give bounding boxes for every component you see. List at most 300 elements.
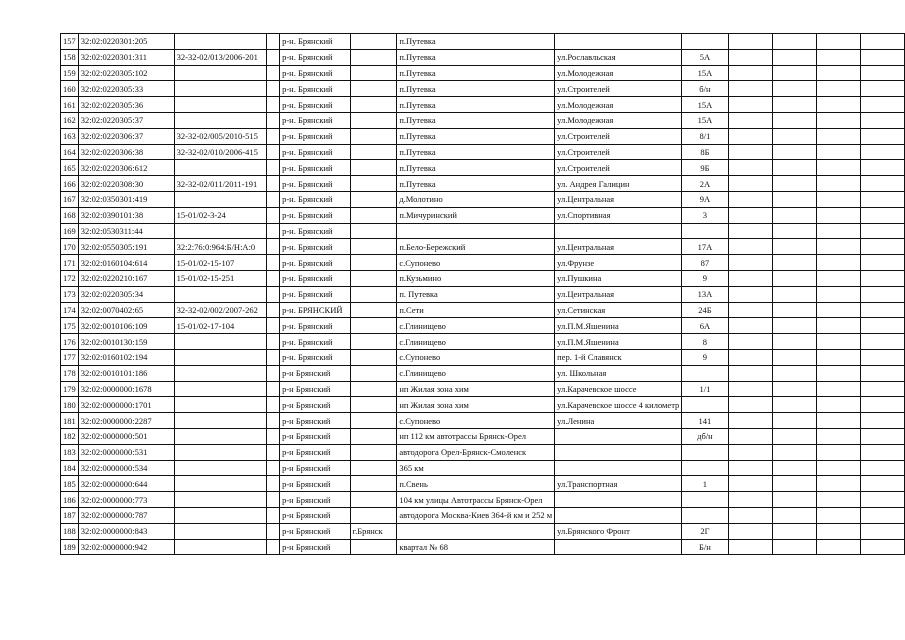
city-cell [350, 302, 397, 318]
city-cell [350, 112, 397, 128]
empty-cell [773, 523, 817, 539]
street-cell [555, 539, 682, 555]
district-cell: р-н Брянский [280, 428, 350, 444]
empty-cell [861, 81, 905, 97]
registration-number-cell [174, 160, 266, 176]
cadastral-number-cell: 32:02:0160102:194 [78, 349, 174, 365]
empty-cell [266, 334, 279, 350]
table-row [61, 492, 905, 508]
row-number-cell: 186 [61, 492, 79, 508]
locality-cell: с.Глинищево [397, 334, 555, 350]
district-cell: р-н. Брянский [280, 223, 350, 239]
cadastral-number-cell: 32:02:0220305:37 [78, 112, 174, 128]
cadastral-number-cell: 32:02:0010130:159 [78, 334, 174, 350]
empty-cell [817, 365, 861, 381]
registration-number-cell [174, 65, 266, 81]
table-row [61, 270, 905, 286]
row-number-cell: 178 [61, 365, 79, 381]
empty-cell [773, 270, 817, 286]
table-row [61, 365, 905, 381]
empty-cell [773, 381, 817, 397]
city-cell [350, 97, 397, 113]
house-number-cell: 24Б [682, 302, 728, 318]
registration-number-cell [174, 34, 266, 50]
empty-cell [861, 413, 905, 429]
registration-number-cell [174, 460, 266, 476]
registration-number-cell [174, 97, 266, 113]
street-cell: пер. 1-й Славянск [555, 349, 682, 365]
empty-cell [266, 49, 279, 65]
district-cell: р-н. БРЯНСКИЙ [280, 302, 350, 318]
table-row [61, 460, 905, 476]
locality-cell: п.Путевка [397, 81, 555, 97]
cadastral-number-cell: 32:02:0530311:44 [78, 223, 174, 239]
registration-number-cell [174, 444, 266, 460]
cadastral-number-cell: 32:02:0000000:534 [78, 460, 174, 476]
empty-cell [773, 302, 817, 318]
empty-cell [817, 97, 861, 113]
empty-cell [266, 428, 279, 444]
empty-cell [817, 286, 861, 302]
locality-cell: с.Супонево [397, 255, 555, 271]
district-cell: р-н. Брянский [280, 81, 350, 97]
house-number-cell: 8 [682, 334, 728, 350]
empty-cell [861, 239, 905, 255]
empty-cell [817, 191, 861, 207]
empty-cell [861, 349, 905, 365]
district-cell: р-н. Брянский [280, 160, 350, 176]
table-row [61, 539, 905, 555]
house-number-cell: 8/1 [682, 128, 728, 144]
district-cell: р-н Брянский [280, 381, 350, 397]
locality-cell: п.Путевка [397, 34, 555, 50]
empty-cell [773, 318, 817, 334]
cadastral-number-cell: 32:02:0220305:34 [78, 286, 174, 302]
house-number-cell: 141 [682, 413, 728, 429]
district-cell: р-н. Брянский [280, 34, 350, 50]
empty-cell [773, 207, 817, 223]
row-number-cell: 176 [61, 334, 79, 350]
row-number-cell: 183 [61, 444, 79, 460]
locality-cell: с.Супонево [397, 349, 555, 365]
row-number-cell: 182 [61, 428, 79, 444]
registration-number-cell: 15-01/02-3-24 [174, 207, 266, 223]
row-number-cell: 189 [61, 539, 79, 555]
street-cell: ул.Центральная [555, 286, 682, 302]
registration-number-cell: 15-01/02-15-251 [174, 270, 266, 286]
cadastral-number-cell: 32:02:0350301:419 [78, 191, 174, 207]
street-cell: ул.Ленина [555, 413, 682, 429]
empty-cell [266, 239, 279, 255]
house-number-cell [682, 365, 728, 381]
empty-cell [266, 397, 279, 413]
empty-cell [266, 349, 279, 365]
registration-number-cell [174, 112, 266, 128]
cadastral-number-cell: 32:02:0220305:102 [78, 65, 174, 81]
table-row [61, 207, 905, 223]
empty-cell [817, 302, 861, 318]
city-cell: г.Брянск [350, 523, 397, 539]
table-row [61, 476, 905, 492]
district-cell: р-н Брянский [280, 523, 350, 539]
empty-cell [773, 349, 817, 365]
table-row [61, 397, 905, 413]
city-cell [350, 176, 397, 192]
empty-cell [266, 255, 279, 271]
empty-cell [266, 223, 279, 239]
house-number-cell: 9 [682, 270, 728, 286]
table-row [61, 413, 905, 429]
empty-cell [861, 207, 905, 223]
empty-cell [266, 144, 279, 160]
district-cell: р-н Брянский [280, 460, 350, 476]
table-row [61, 286, 905, 302]
empty-cell [773, 444, 817, 460]
city-cell [350, 270, 397, 286]
cadastral-number-cell: 32:02:0000000:644 [78, 476, 174, 492]
cadastral-number-cell: 32:02:0220301:205 [78, 34, 174, 50]
table-row [61, 128, 905, 144]
street-cell: ул.П.М.Яшенина [555, 318, 682, 334]
house-number-cell: б/н [682, 81, 728, 97]
cadastral-number-cell: 32:02:0220305:36 [78, 97, 174, 113]
cadastral-number-cell: 32:02:0220308:30 [78, 176, 174, 192]
city-cell [350, 334, 397, 350]
table-row [61, 318, 905, 334]
table-row [61, 444, 905, 460]
cadastral-number-cell: 32:02:0010101:186 [78, 365, 174, 381]
empty-cell [817, 223, 861, 239]
locality-cell: д.Молотино [397, 191, 555, 207]
locality-cell: п.Бело-Бережский [397, 239, 555, 255]
empty-cell [728, 81, 773, 97]
empty-cell [728, 507, 773, 523]
empty-cell [773, 539, 817, 555]
cadastral-number-cell: 32:02:0550305:191 [78, 239, 174, 255]
empty-cell [817, 460, 861, 476]
city-cell [350, 286, 397, 302]
district-cell: р-н. Брянский [280, 128, 350, 144]
empty-cell [728, 460, 773, 476]
city-cell [350, 444, 397, 460]
empty-cell [861, 128, 905, 144]
empty-cell [728, 428, 773, 444]
empty-cell [817, 318, 861, 334]
table-row [61, 81, 905, 97]
city-cell [350, 207, 397, 223]
registration-number-cell [174, 286, 266, 302]
empty-cell [817, 476, 861, 492]
locality-cell: п.Путевка [397, 176, 555, 192]
row-number-cell: 172 [61, 270, 79, 286]
empty-cell [773, 81, 817, 97]
empty-cell [861, 160, 905, 176]
street-cell: ул.Фрунзе [555, 255, 682, 271]
empty-cell [861, 49, 905, 65]
locality-cell: п.Путевка [397, 144, 555, 160]
district-cell: р-н Брянский [280, 492, 350, 508]
locality-cell: нп 112 км автотрассы Брянск-Орел [397, 428, 555, 444]
locality-cell: нп Жилая зона хим [397, 397, 555, 413]
empty-cell [266, 539, 279, 555]
empty-cell [728, 239, 773, 255]
registration-number-cell [174, 223, 266, 239]
locality-cell: с.Супонево [397, 413, 555, 429]
row-number-cell: 162 [61, 112, 79, 128]
row-number-cell: 181 [61, 413, 79, 429]
city-cell [350, 539, 397, 555]
row-number-cell: 167 [61, 191, 79, 207]
empty-cell [773, 460, 817, 476]
empty-cell [728, 34, 773, 50]
locality-cell: нп Жилая зона хим [397, 381, 555, 397]
house-number-cell: 13А [682, 286, 728, 302]
street-cell: ул. Андрея Галицин [555, 176, 682, 192]
house-number-cell: 1 [682, 476, 728, 492]
row-number-cell: 158 [61, 49, 79, 65]
cadastral-number-cell: 32:02:0000000:942 [78, 539, 174, 555]
street-cell [555, 34, 682, 50]
empty-cell [817, 207, 861, 223]
empty-cell [728, 255, 773, 271]
empty-cell [773, 176, 817, 192]
empty-cell [817, 381, 861, 397]
cadastral-number-cell: 32:02:0010106:109 [78, 318, 174, 334]
table-row [61, 507, 905, 523]
street-cell: ул.П.М.Яшенина [555, 334, 682, 350]
row-number-cell: 179 [61, 381, 79, 397]
empty-cell [773, 128, 817, 144]
empty-cell [728, 160, 773, 176]
district-cell: р-н. Брянский [280, 176, 350, 192]
registration-number-cell: 32-32-02/002/2007-262 [174, 302, 266, 318]
empty-cell [773, 97, 817, 113]
empty-cell [861, 381, 905, 397]
empty-cell [266, 270, 279, 286]
city-cell [350, 476, 397, 492]
district-cell: р-н Брянский [280, 444, 350, 460]
registration-number-cell [174, 397, 266, 413]
empty-cell [728, 128, 773, 144]
cadastral-number-cell: 32:02:0000000:1701 [78, 397, 174, 413]
row-number-cell: 184 [61, 460, 79, 476]
table-row [61, 302, 905, 318]
empty-cell [861, 302, 905, 318]
district-cell: р-н Брянский [280, 397, 350, 413]
row-number-cell: 163 [61, 128, 79, 144]
house-number-cell: 17А [682, 239, 728, 255]
street-cell [555, 460, 682, 476]
registration-number-cell: 32-32-02/010/2006-415 [174, 144, 266, 160]
empty-cell [861, 255, 905, 271]
street-cell: ул.Спортивная [555, 207, 682, 223]
locality-cell: 104 км улицы Автотрассы Брянск-Орел [397, 492, 555, 508]
locality-cell: п.Путевка [397, 160, 555, 176]
empty-cell [728, 302, 773, 318]
district-cell: р-н Брянский [280, 365, 350, 381]
city-cell [350, 128, 397, 144]
empty-cell [861, 34, 905, 50]
empty-cell [728, 476, 773, 492]
empty-cell [728, 144, 773, 160]
empty-cell [266, 160, 279, 176]
table-row [61, 523, 905, 539]
empty-cell [266, 128, 279, 144]
city-cell [350, 349, 397, 365]
empty-cell [817, 413, 861, 429]
house-number-cell [682, 34, 728, 50]
registration-number-cell [174, 334, 266, 350]
house-number-cell: дб/н [682, 428, 728, 444]
city-cell [350, 160, 397, 176]
empty-cell [728, 49, 773, 65]
row-number-cell: 159 [61, 65, 79, 81]
empty-cell [861, 65, 905, 81]
city-cell [350, 34, 397, 50]
cadastral-number-cell: 32:02:0220306:38 [78, 144, 174, 160]
empty-cell [773, 112, 817, 128]
house-number-cell [682, 397, 728, 413]
empty-cell [773, 191, 817, 207]
locality-cell: п.Свень [397, 476, 555, 492]
district-cell: р-н. Брянский [280, 270, 350, 286]
empty-cell [773, 413, 817, 429]
empty-cell [773, 476, 817, 492]
row-number-cell: 187 [61, 507, 79, 523]
empty-cell [817, 334, 861, 350]
house-number-cell: 87 [682, 255, 728, 271]
row-number-cell: 161 [61, 97, 79, 113]
house-number-cell: 15А [682, 97, 728, 113]
empty-cell [266, 365, 279, 381]
empty-cell [861, 318, 905, 334]
registration-number-cell: 32-32-02/005/2010-515 [174, 128, 266, 144]
street-cell: ул.Молодежная [555, 65, 682, 81]
locality-cell: автодорога Орел-Брянск-Смоленск [397, 444, 555, 460]
empty-cell [861, 460, 905, 476]
empty-cell [773, 492, 817, 508]
cadastral-number-cell: 32:02:0000000:773 [78, 492, 174, 508]
district-cell: р-н. Брянский [280, 97, 350, 113]
locality-cell: автодорога Москва-Киев 364-й км и 252 м [397, 507, 555, 523]
locality-cell [397, 223, 555, 239]
empty-cell [266, 207, 279, 223]
row-number-cell: 177 [61, 349, 79, 365]
empty-cell [861, 270, 905, 286]
registration-number-cell [174, 523, 266, 539]
cadastral-number-cell: 32:02:0000000:2287 [78, 413, 174, 429]
property-registry-table [60, 33, 905, 555]
empty-cell [773, 397, 817, 413]
empty-cell [861, 397, 905, 413]
empty-cell [817, 176, 861, 192]
house-number-cell [682, 460, 728, 476]
registration-number-cell [174, 413, 266, 429]
street-cell [555, 223, 682, 239]
locality-cell: п.Путевка [397, 128, 555, 144]
city-cell [350, 255, 397, 271]
table-row [61, 381, 905, 397]
street-cell: ул.Рославльская [555, 49, 682, 65]
cadastral-number-cell: 32:02:0070402:65 [78, 302, 174, 318]
empty-cell [728, 97, 773, 113]
city-cell [350, 413, 397, 429]
empty-cell [266, 81, 279, 97]
empty-cell [266, 176, 279, 192]
district-cell: р-н. Брянский [280, 318, 350, 334]
table-row [61, 97, 905, 113]
district-cell: р-н. Брянский [280, 65, 350, 81]
house-number-cell: 9А [682, 191, 728, 207]
row-number-cell: 157 [61, 34, 79, 50]
row-number-cell: 174 [61, 302, 79, 318]
empty-cell [773, 507, 817, 523]
table-row [61, 144, 905, 160]
registration-number-cell: 15-01/02-15-107 [174, 255, 266, 271]
empty-cell [773, 365, 817, 381]
house-number-cell: 8Б [682, 144, 728, 160]
empty-cell [728, 65, 773, 81]
empty-cell [266, 523, 279, 539]
cadastral-number-cell: 32:02:0000000:1678 [78, 381, 174, 397]
empty-cell [817, 349, 861, 365]
house-number-cell: 9Б [682, 160, 728, 176]
house-number-cell: 6А [682, 318, 728, 334]
row-number-cell: 175 [61, 318, 79, 334]
table-row [61, 334, 905, 350]
empty-cell [773, 160, 817, 176]
empty-cell [861, 428, 905, 444]
empty-cell [861, 112, 905, 128]
city-cell [350, 65, 397, 81]
registration-number-cell [174, 539, 266, 555]
registration-number-cell [174, 476, 266, 492]
house-number-cell [682, 492, 728, 508]
empty-cell [266, 444, 279, 460]
empty-cell [861, 97, 905, 113]
empty-cell [817, 160, 861, 176]
empty-cell [817, 112, 861, 128]
table-row [61, 191, 905, 207]
row-number-cell: 169 [61, 223, 79, 239]
street-cell: ул.Строителей [555, 128, 682, 144]
cadastral-number-cell: 32:02:0220306:37 [78, 128, 174, 144]
empty-cell [817, 428, 861, 444]
empty-cell [728, 381, 773, 397]
house-number-cell: 9 [682, 349, 728, 365]
table-row [61, 49, 905, 65]
cadastral-number-cell: 32:02:0000000:531 [78, 444, 174, 460]
empty-cell [728, 492, 773, 508]
district-cell: р-н. Брянский [280, 286, 350, 302]
locality-cell: с.Глинищево [397, 365, 555, 381]
empty-cell [773, 65, 817, 81]
empty-cell [817, 507, 861, 523]
registration-number-cell [174, 349, 266, 365]
registration-number-cell [174, 191, 266, 207]
row-number-cell: 171 [61, 255, 79, 271]
cadastral-number-cell: 32:02:0220305:33 [78, 81, 174, 97]
empty-cell [728, 365, 773, 381]
empty-cell [861, 286, 905, 302]
empty-cell [817, 144, 861, 160]
house-number-cell [682, 444, 728, 460]
empty-cell [773, 428, 817, 444]
registration-number-cell: 32-32-02/011/2011-191 [174, 176, 266, 192]
locality-cell: п.Мичуринский [397, 207, 555, 223]
empty-cell [728, 397, 773, 413]
table-row [61, 160, 905, 176]
